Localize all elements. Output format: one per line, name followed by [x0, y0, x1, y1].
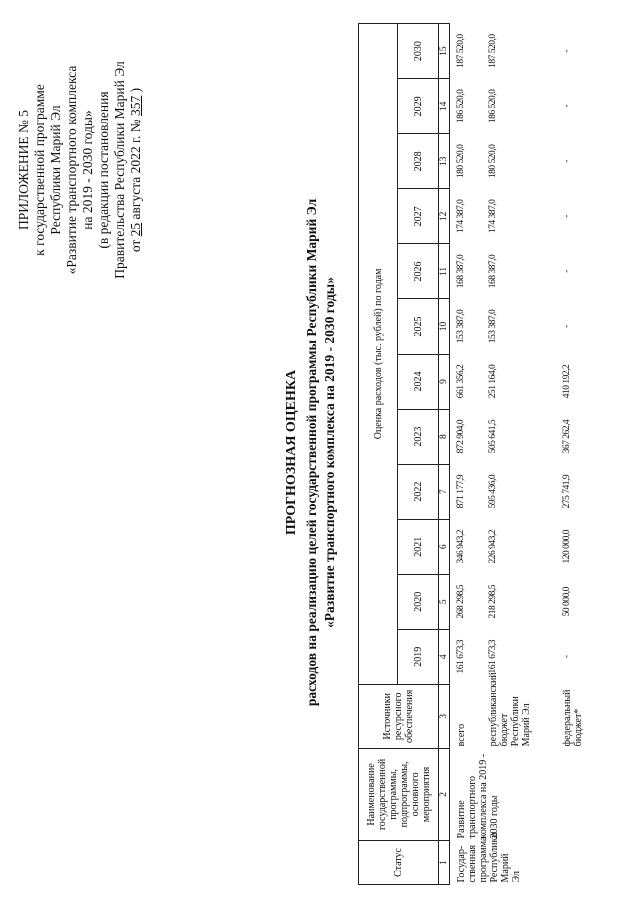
column-number: 12	[439, 189, 450, 244]
table-cell: -	[562, 270, 572, 273]
header-year: 2020	[398, 574, 439, 629]
column-number: 9	[439, 354, 450, 409]
table-cell: -	[562, 655, 572, 659]
appendix-line: «Развитие транспортного комплекса	[64, 65, 79, 275]
table-cell: 50 000,0	[562, 587, 572, 617]
table-cell: 595 436,0	[488, 474, 498, 509]
appendix-line: на 2019 - 2030 годы»	[80, 110, 95, 230]
column-number: 6	[439, 519, 450, 574]
column-number: 8	[439, 409, 450, 464]
column-number: 14	[439, 79, 450, 134]
table-row	[450, 24, 487, 885]
header-year: 2030	[398, 24, 439, 79]
header-year: 2021	[398, 519, 439, 574]
column-number: 10	[439, 299, 450, 354]
table-cell: 187 520,0	[488, 34, 498, 68]
date-number: 357	[128, 95, 143, 116]
appendix-line: (в редакции постановления	[96, 91, 111, 249]
table-cell: 174 387,0	[488, 199, 498, 234]
appendix-date	[128, 10, 144, 330]
table-cell: 367 262,4	[562, 419, 572, 454]
expenditure-table	[358, 23, 594, 885]
date-day: 25	[128, 222, 143, 237]
header-status: Статус	[359, 840, 439, 884]
column-number: 7	[439, 464, 450, 519]
table-cell: 346 943,2	[456, 529, 466, 564]
table-cell: 168 387,0	[456, 254, 466, 289]
table-cell: 268 298,5	[456, 584, 466, 619]
table-cell: 180 520,0	[456, 144, 466, 179]
table-cell: 218 298,5	[488, 584, 498, 619]
header-sources: Источники ресурсного обеспечения	[359, 684, 439, 748]
header-year: 2026	[398, 244, 439, 299]
column-number: 13	[439, 134, 450, 189]
column-number: 15	[439, 24, 450, 79]
table-cell: -	[562, 49, 572, 53]
table-cell: -	[562, 325, 572, 328]
header-year: 2023	[398, 409, 439, 464]
header-year: 2025	[398, 299, 439, 354]
column-number: 3	[439, 684, 450, 748]
table-cell: 275 741,9	[562, 474, 572, 509]
column-number: 1	[439, 840, 450, 884]
table-cell: -	[562, 104, 572, 108]
table-cell: 161 673,3	[456, 640, 466, 674]
header-year: 2027	[398, 189, 439, 244]
table-cell: -	[562, 215, 572, 218]
table-cell: 168 387,0	[488, 254, 498, 289]
date-prefix: от	[128, 239, 143, 253]
header-year: 2024	[398, 354, 439, 409]
table-cell: 410 192,2	[562, 364, 572, 399]
header-year: 2028	[398, 134, 439, 189]
table-cell: 661 356,2	[456, 364, 466, 399]
header-year: 2029	[398, 79, 439, 134]
header-estimate: Оценка расходов (тыс. рублей) по годам	[359, 24, 398, 685]
appendix-block	[16, 10, 144, 330]
column-number: 2	[439, 748, 450, 840]
column-number: 5	[439, 574, 450, 629]
appendix-line: Республики Марий Эл	[48, 105, 63, 235]
header-year: 2019	[398, 629, 439, 684]
document-title: ПРОГНОЗНАЯ ОЦЕНКА	[284, 369, 299, 536]
table-cell: 180 520,0	[488, 144, 498, 179]
table-cell: 226 943,2	[488, 529, 498, 564]
column-number: 4	[439, 629, 450, 684]
row-source: всего	[456, 723, 467, 747]
date-middle: августа 2022 г. №	[128, 119, 143, 220]
table-cell: 120 000,0	[562, 529, 572, 564]
table-cell: 153 387,0	[488, 309, 498, 344]
header-name: Наименование государственной программы, подпрограммы, основного мероприятия	[359, 748, 439, 840]
table-cell: 161 673,3	[488, 640, 498, 674]
table-cell: 505 641,5	[488, 419, 498, 454]
table-cell: 251 164,0	[488, 364, 498, 399]
table-cell: 174 387,0	[456, 199, 466, 234]
appendix-line: Правительства Республики Марий Эл	[112, 61, 127, 279]
column-number: 11	[439, 244, 450, 299]
table-cell: 153 387,0	[456, 309, 466, 344]
row-program-name: Развитие транспортного комплекса на 2019 - 2030 годы	[456, 753, 500, 839]
appendix-line: к государственной программе	[32, 84, 47, 256]
document-subtitle: расходов на реализацию целей государственной программы Республики Марий Эл	[304, 198, 319, 707]
date-suffix: )	[128, 87, 143, 93]
table-cell: -	[562, 160, 572, 163]
table-cell: 187 520,0	[456, 34, 466, 68]
row-source: федеральный бюджет*	[562, 689, 584, 747]
row-status: Государ-ственная программа Республики Марий Эл	[456, 832, 522, 883]
document-subtitle-program: «Развитие транспортного комплекса на 2019 - 2030 годы»	[322, 277, 337, 628]
table-cell: 871 177,9	[456, 474, 466, 509]
table-cell: 186 520,0	[456, 89, 466, 124]
table-cell: 872 904,0	[456, 419, 466, 454]
appendix-line: ПРИЛОЖЕНИЕ № 5	[16, 109, 31, 231]
table-cell: 186 520,0	[488, 89, 498, 124]
header-year: 2022	[398, 464, 439, 519]
row-source: республиканский бюджет Республики Марий Эл	[488, 672, 532, 747]
